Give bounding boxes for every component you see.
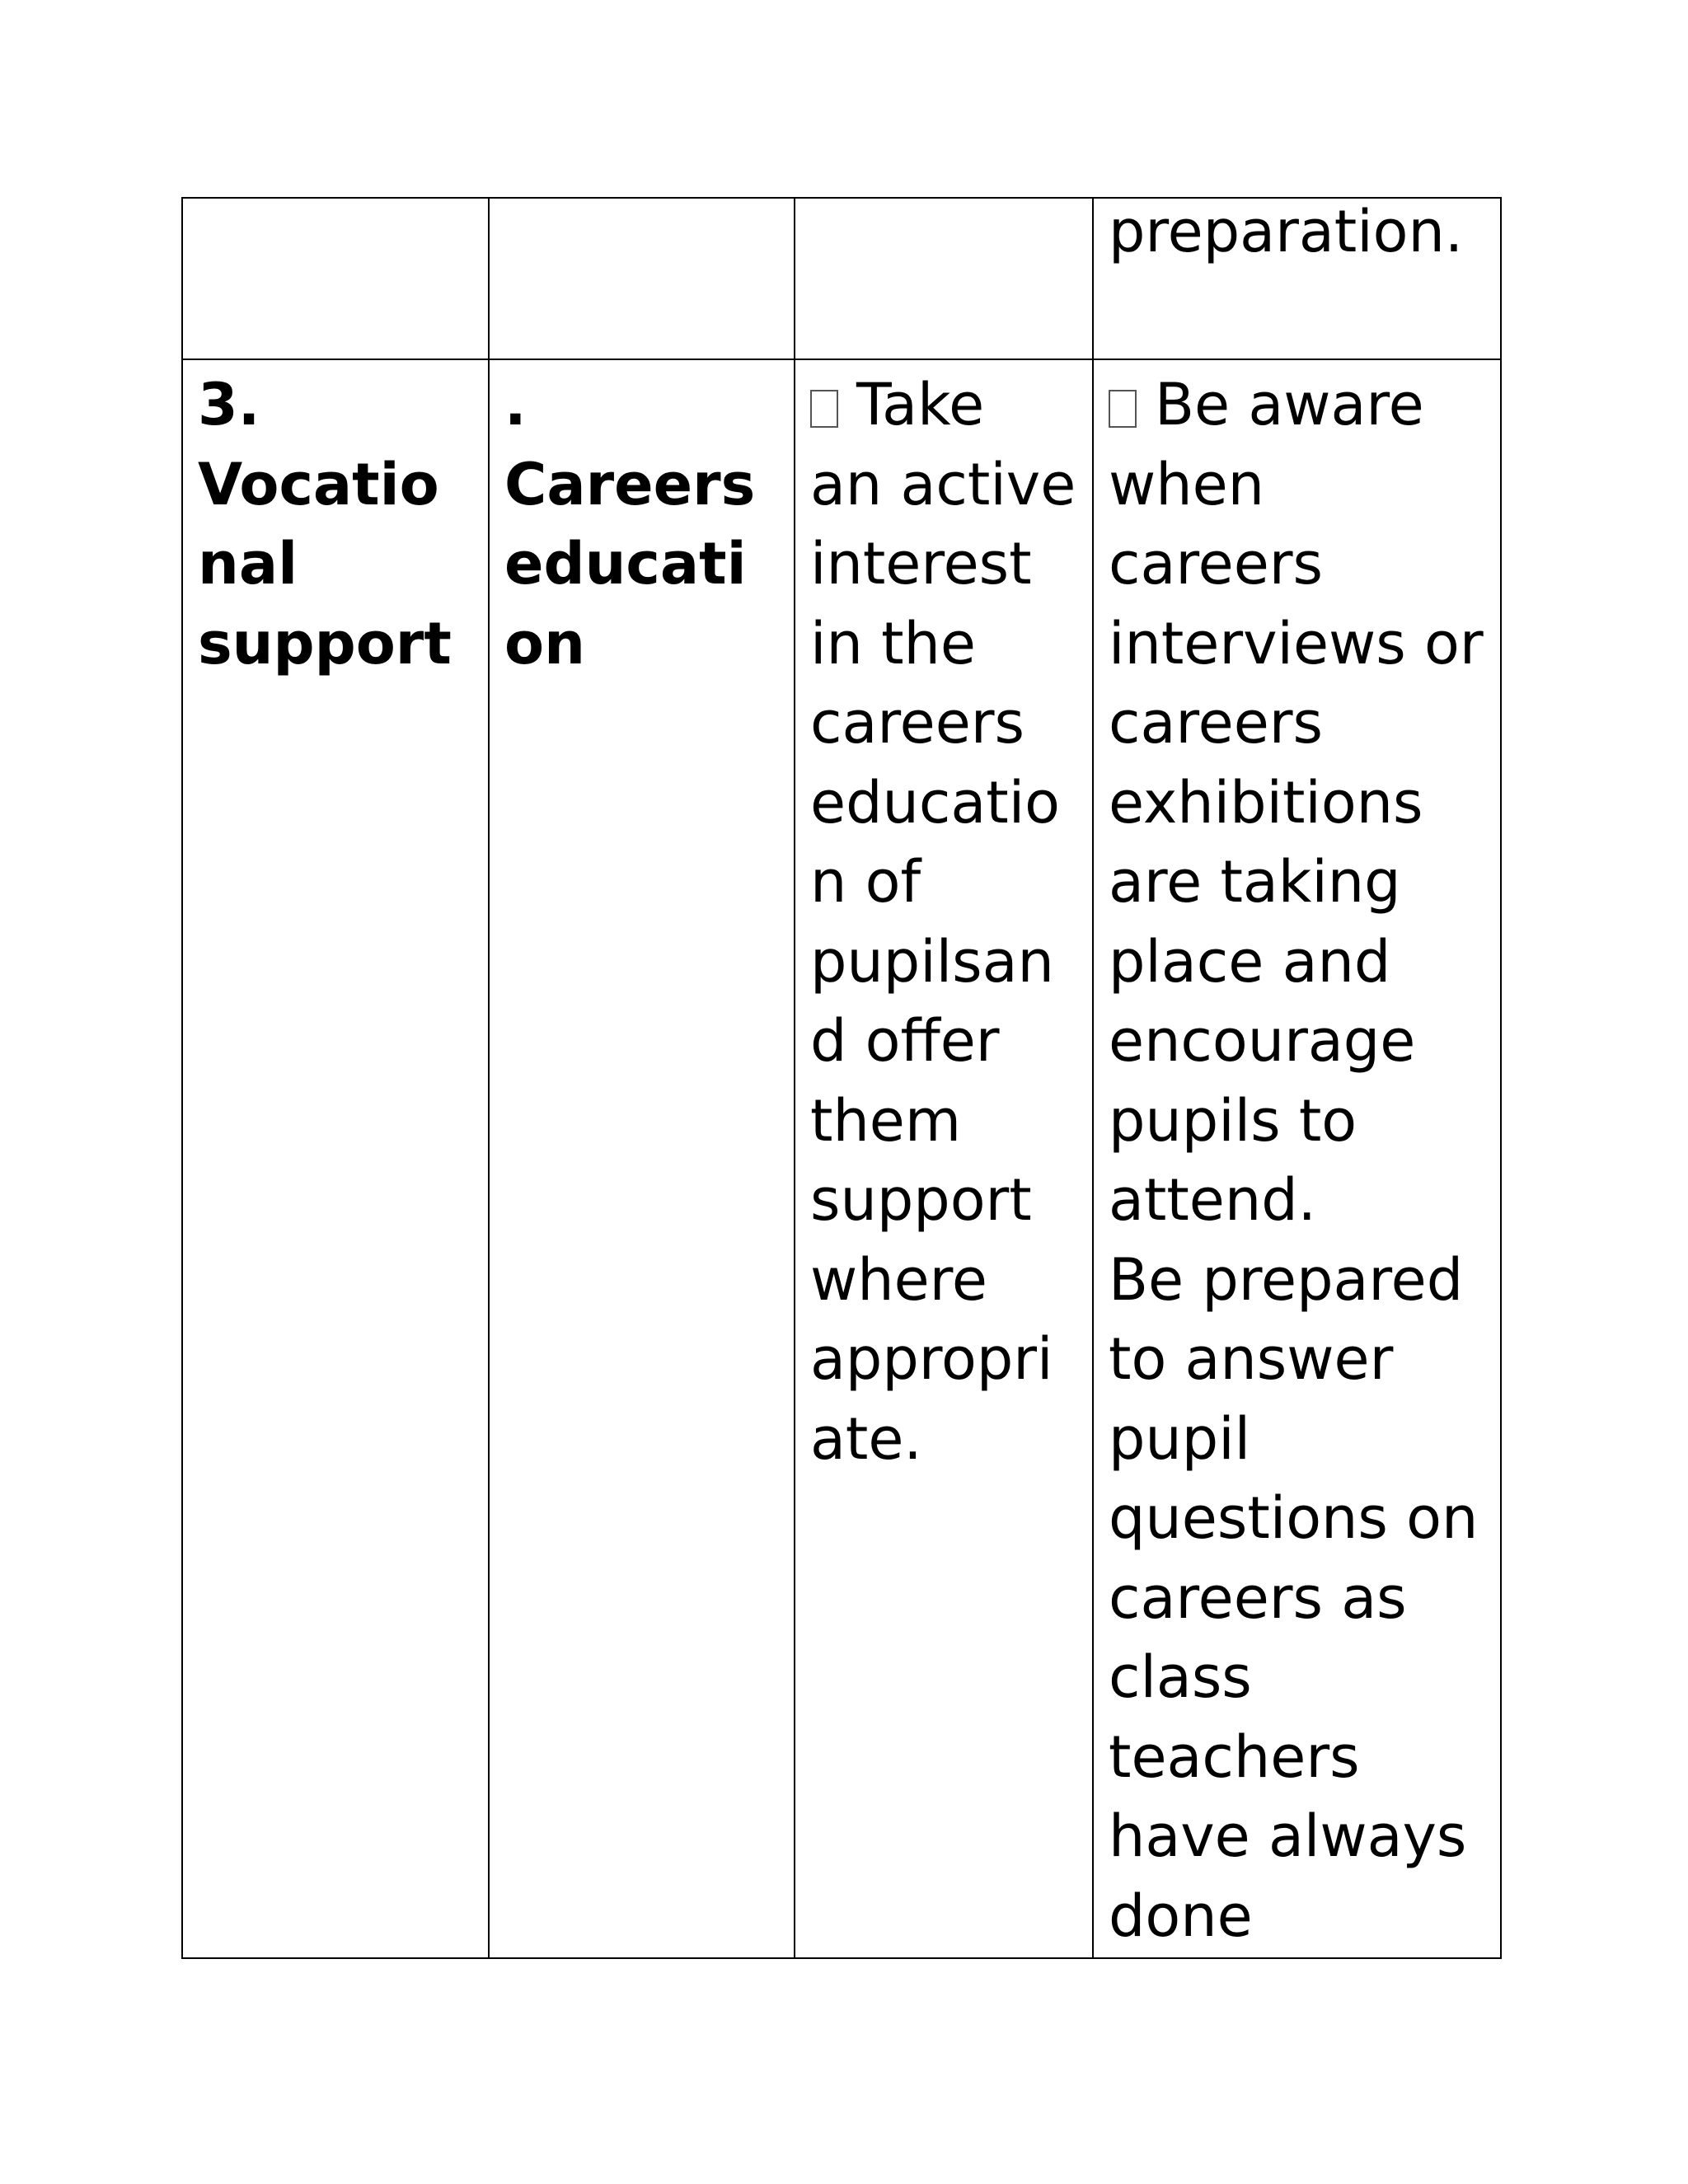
action-text: [1094, 360, 1500, 1956]
cell-text: [183, 199, 488, 204]
table-cell: [1093, 359, 1501, 1958]
table-row: [182, 359, 1501, 1958]
table-cell: [182, 198, 489, 359]
table-cell: [795, 198, 1093, 359]
responsibilities-table: [181, 197, 1502, 1959]
cell-text: preparation.: [1109, 198, 1464, 265]
responsibility-body: an active interest in the careers educatio n of pupilsan d offer them support where appropri ate.: [810, 450, 1076, 1473]
cell-text: [490, 199, 794, 204]
table-cell: [489, 359, 795, 1958]
responsibility-first-line: Take: [856, 371, 985, 438]
action-body: when careers interviews or careers exhibitions are taking place and encourage pupils to attend. Be prepared to answer pupil questions on careers as class teachers have always done: [1109, 450, 1484, 1950]
table-cell: [795, 359, 1093, 1958]
action-first-line: Be aware: [1155, 371, 1424, 438]
responsibility-text: [795, 360, 1092, 1479]
area-label: 3. Vocatio nal support: [198, 371, 452, 677]
table-row: [182, 198, 1501, 359]
cell-text: [795, 199, 1092, 204]
table-cell: [182, 359, 489, 1958]
topic-label: . Careers educati on: [504, 371, 756, 677]
missing-glyph-icon: [810, 390, 838, 428]
table-cell: [1093, 198, 1501, 359]
table-cell: [489, 198, 795, 359]
missing-glyph-icon: [1109, 390, 1137, 428]
